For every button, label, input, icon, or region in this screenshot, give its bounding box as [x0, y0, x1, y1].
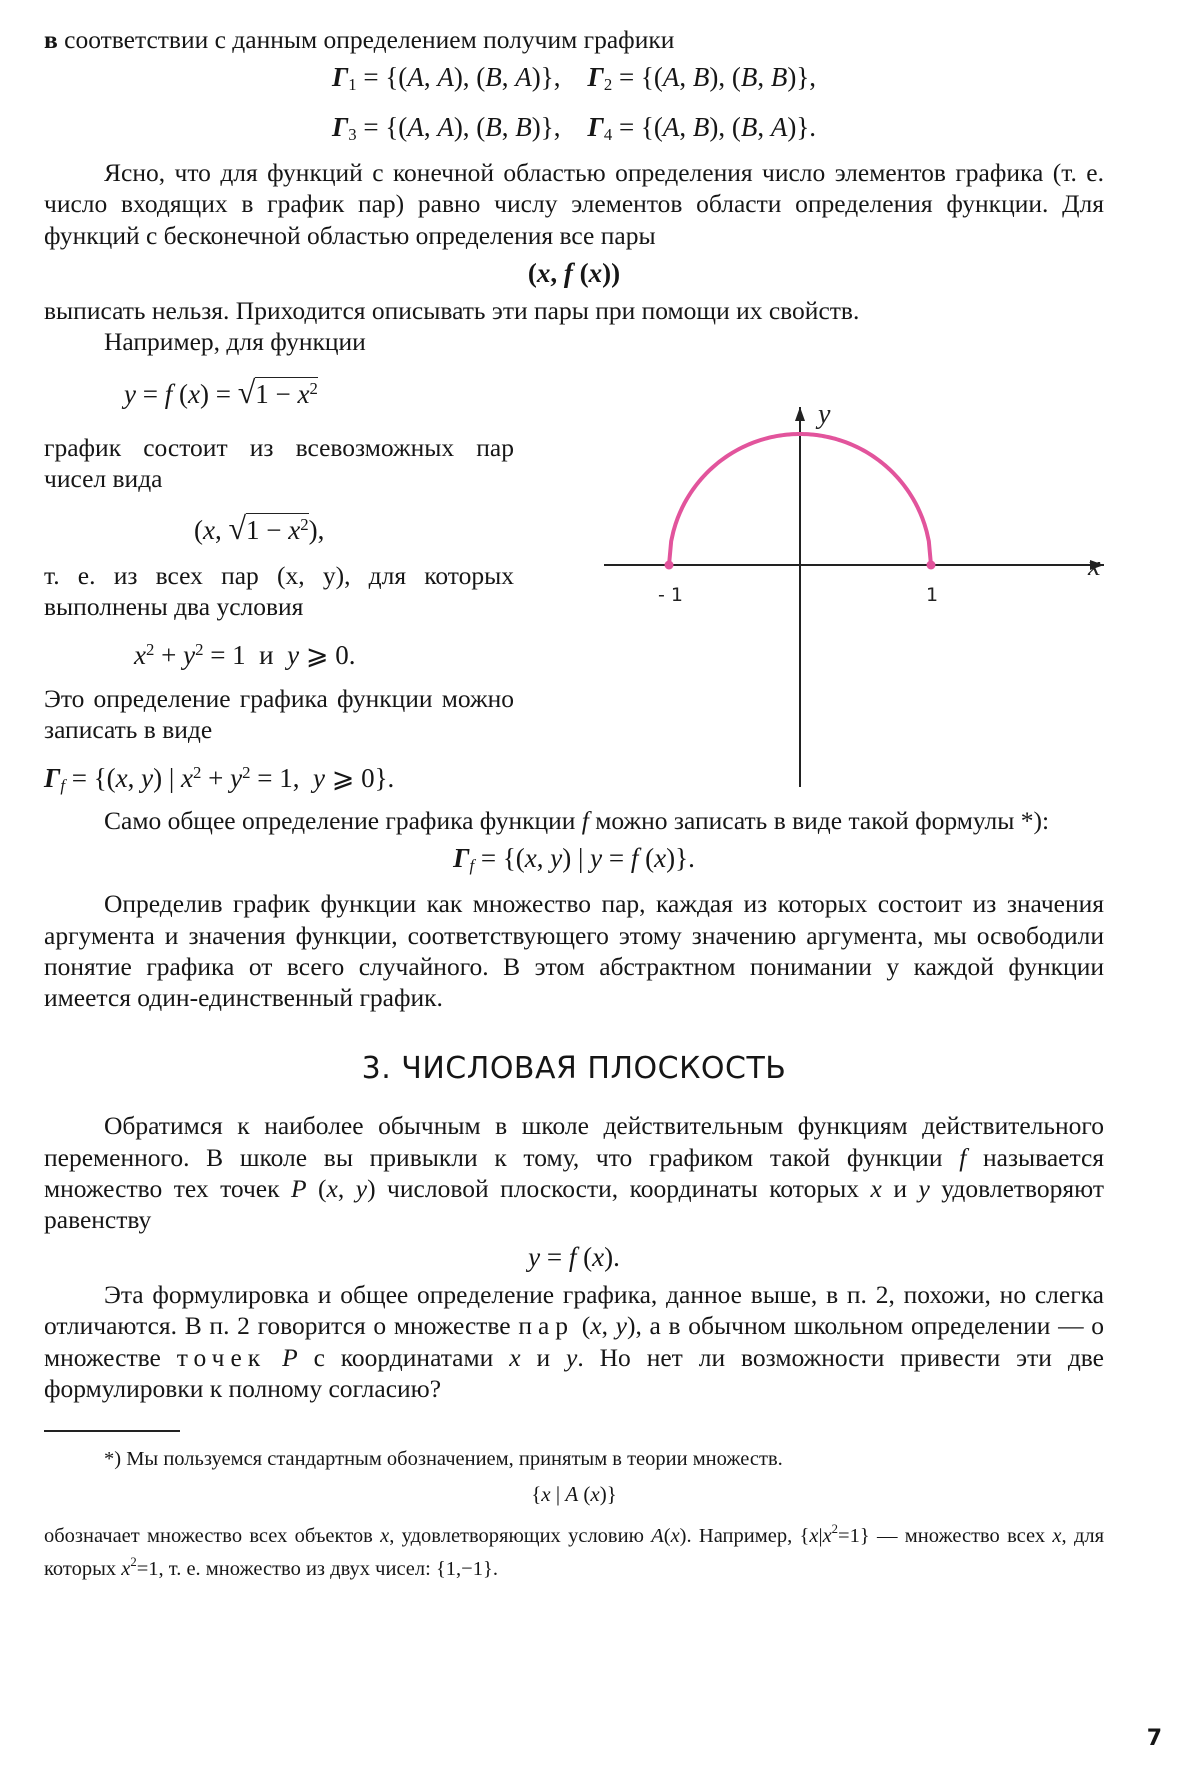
footnote-line-1: *) Мы пользуемся стандартным обозначением, принятым в теории множеств. — [104, 1448, 783, 1471]
paragraph-school: Обратимся к наиболее обычным в школе действительным функциям действительного переменного. В школе вы привыкли к тому, что графиком такой функции f называется множество тех точек P (x, y) числовой плоскости, координаты которых x и y удовлетворяют равенству — [44, 1111, 1104, 1235]
paragraph-wording: Эта формулировка и общее определение графика, данное выше, в п. 2, похожи, но слегка отличаются. В п. 2 говорится о множестве пар (x, y), а в обычном школьном определении — о множестве точек P с координатами x и y. Но нет ли возможности привести эти две формулировки к полному согласию? — [44, 1280, 1105, 1403]
formula-graphs-1: $\Gamma_1 = \{(A$, A), (B, A)}, $\Gamma_2 = \{(A$, B), (B, B)}, — [331, 62, 817, 95]
paragraph-general: Само общее определение графика функции f можно записать в виде такой формулы *): — [104, 806, 1050, 836]
paragraph-intro: в соответствии с данным определением получим графики — [44, 25, 675, 54]
page — [44, 24, 1104, 1582]
y-axis-arrow — [795, 407, 805, 421]
formula-graphs-2: $\Gamma_3 = \{(A$, A), (B, B)}, $\Gamma_4 = \{(A$, B), (B, A)}. — [331, 112, 817, 145]
left-column — [44, 357, 514, 806]
endpoint-right — [927, 561, 936, 570]
paragraph-example: Например, для функции — [104, 327, 366, 357]
footnote-line-2: обозначает множество всех объектов x, удовлетворяющих условию A(x). Например, $\{x|x^2=1\}$ — множество всех x, для которых $x^2=1$, т. е. множество из двух чисел: {1,−1}. — [44, 1522, 1105, 1581]
paragraph-finite-domain: Ясно, что для функций с конечной областью определения число элементов графика (т. е. число входящих в график пар) равно числу элементов области определения функции. Для функций с бесконечной областью определения все пары — [44, 158, 1104, 250]
paragraph-describe: выписать нельзя. Приходится описывать эти пары при помощи их свойств. — [44, 295, 860, 325]
formula-sqrt: y = f $(x) = √1 - x^2$ — [124, 374, 318, 411]
graph-figure — [604, 357, 1104, 797]
x-axis-label: x — [1088, 551, 1101, 583]
formula-pair: (x, f (x)) — [527, 257, 621, 288]
formula-pairs-sqrt: (x, $√1 - x^2$), — [194, 509, 325, 546]
paragraph-defined: Определив график функции как множество пар, каждая из которых состоит из значения аргумента и значения функции, соответствующего этому значению аргумента, мы освободили понятие графика от всего случайного. В этом абстрактном понимании у каждой функции имеется один-единственный график. — [44, 889, 1104, 1013]
page-number: 7 — [1146, 1726, 1162, 1751]
paragraph-record: Это определение графика функции можно записать в виде — [44, 684, 514, 745]
tick-label-one: 1 — [926, 584, 939, 607]
paragraph-consists: график состоит из всевозможных пар чисел вида — [44, 433, 514, 494]
footnote-rule — [44, 1430, 180, 1432]
formula-gamma-circle: $\Gamma_f = \{(x$, y) | $x^2 + y^2 = 1$, y ⩾ 0}. — [44, 763, 395, 796]
section-title: 3. ЧИСЛОВАЯ ПЛОСКОСТЬ — [361, 1051, 787, 1087]
figure-wrap — [44, 357, 1104, 797]
formula-conditions: $x^2 + y^2 = 1$ и y ⩾ 0. — [134, 640, 356, 671]
semicircle-graph — [604, 357, 1104, 797]
paragraph-conditions: т. е. из всех пар (x, y), для которых выполнены два условия — [44, 560, 514, 621]
formula-gamma-general: $\Gamma_f = \{(x$, y) | y = f (x)}. — [453, 843, 695, 876]
y-axis-label: y — [818, 399, 831, 431]
endpoint-left — [665, 561, 674, 570]
tick-label-minus-one: - 1 — [658, 584, 683, 607]
formula-y-fx: y = f (x). — [528, 1242, 620, 1273]
footnote-formula: {x | A (x)} — [531, 1482, 617, 1507]
footnote — [44, 1446, 1104, 1582]
